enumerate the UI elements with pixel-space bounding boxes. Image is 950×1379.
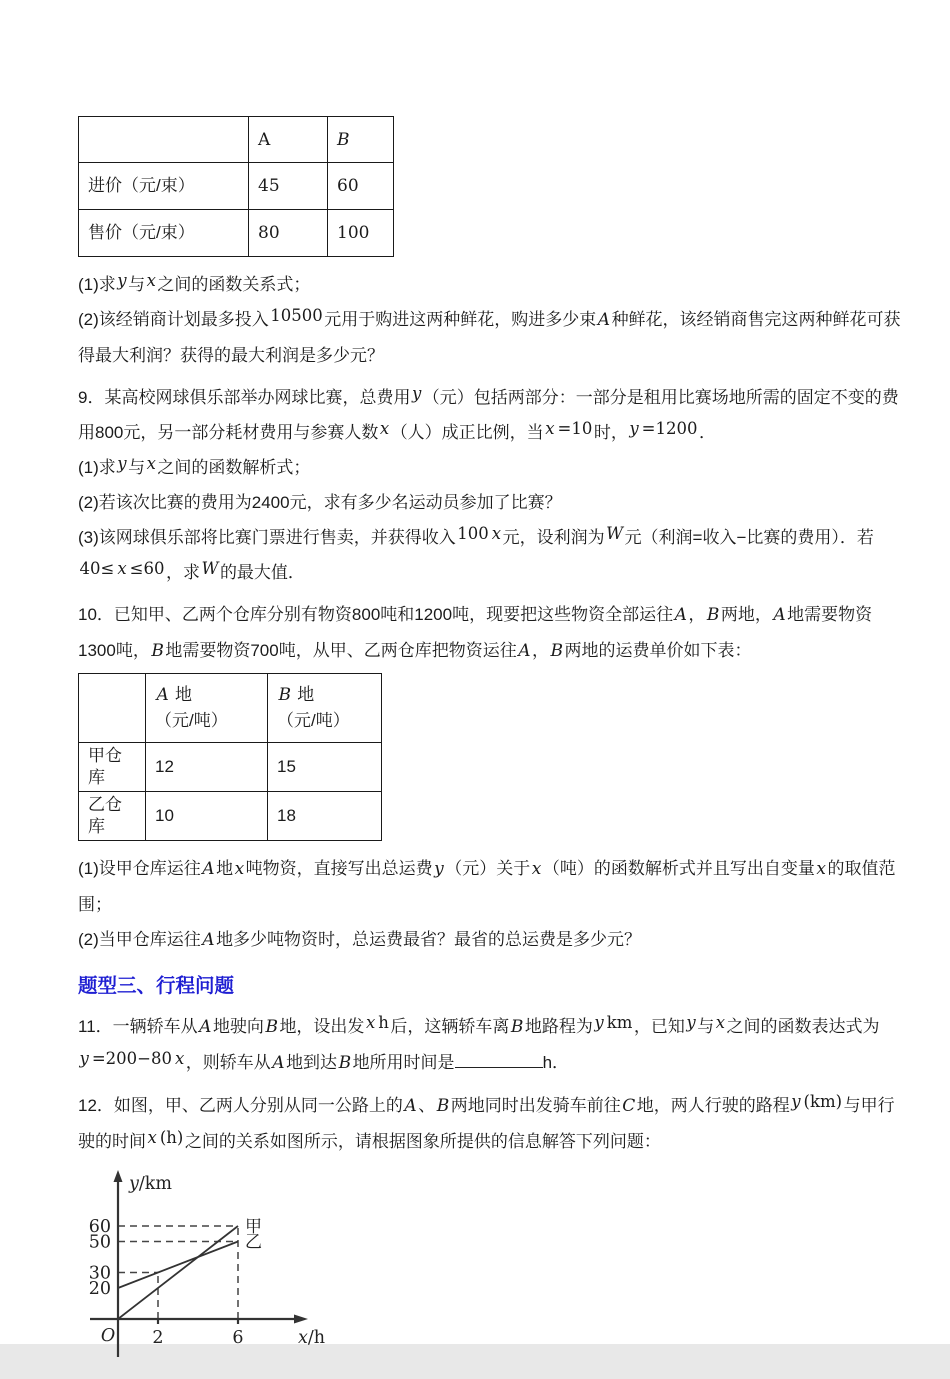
x-axis-arrow	[294, 1315, 308, 1324]
problem-10-statement: 10．已知甲、乙两个仓库分别有物资800吨和1200吨，现要把这些物资全部运往A，B两地，A地需要物资1300吨，B地需要物资700吨，从甲、乙两仓库把物资运往A，B两地的运费单价如下表：	[78, 605, 873, 661]
warehouse-freight-table	[78, 673, 382, 841]
row-label: 进价（元/束）	[79, 163, 249, 210]
series-line-乙	[118, 1242, 238, 1289]
y-tick-label: 20	[88, 1279, 111, 1299]
col-header-b-site	[268, 674, 382, 743]
price-cell: 100	[328, 210, 394, 257]
freight-cell: 12	[146, 743, 268, 792]
freight-cell: 18	[268, 792, 382, 841]
flower-question-2: (2)该经销商计划最多投入10500元用于购进这两种鲜花，购进多少束A种鲜花，该经销商售完这两种鲜花可获得最大利润？获得的最大利润是多少元？	[78, 306, 901, 365]
corner-cell	[79, 117, 249, 163]
y-tick-label: 50	[88, 1232, 111, 1253]
origin-label: O	[100, 1326, 116, 1346]
problem-10-question-1: (1)设甲仓库运往A地x吨物资，直接写出总运费y（元）关于x（吨）的函数解析式并且写出自变量x的取值范围；	[78, 859, 896, 914]
problem-9-question-2: (2)若该次比赛的费用为2400元，求有多少名运动员参加了比赛？	[78, 493, 562, 512]
price-cell: 45	[249, 163, 328, 210]
corner-cell	[79, 674, 146, 743]
y-tick-label: 60	[88, 1217, 111, 1237]
price-cell: 80	[249, 210, 328, 257]
flower-question-1: (1)求y与x之间的函数关系式；	[78, 271, 311, 294]
problem-9-question-3: (3)该网球俱乐部将比赛门票进行售卖，并获得收入100 x元，设利润为W元（利润=收入−比赛的费用）．若40≤ x ≤60，求W的最大值．	[78, 524, 874, 582]
table-row	[79, 210, 394, 257]
problem-9-question-1: (1)求y与x之间的函数解析式；	[78, 454, 311, 477]
price-cell: 60	[328, 163, 394, 210]
col-header-a-line1: A 地	[156, 685, 193, 705]
row-label: 甲仓库	[79, 743, 146, 792]
travel-graph	[78, 1167, 343, 1367]
table-row	[79, 163, 394, 210]
freight-cell: 10	[146, 792, 268, 841]
col-header-a: A	[249, 117, 328, 163]
problem-11-statement: 11．一辆轿车从A地驶向B地，设出发x h后，这辆轿车离B地路程为y km，已知y与x之间的函数表达式为y =200−80 x，则轿车从A地到达B地所用时间是 h．	[78, 1013, 880, 1073]
x-axis-label: x/h	[298, 1328, 326, 1348]
col-header-a-site	[146, 674, 268, 743]
table-header-row	[79, 674, 382, 743]
col-header-b-line2: （元/吨）	[277, 711, 350, 730]
table-row	[79, 743, 382, 792]
problem-12-statement: 12．如图，甲、乙两人分别从同一公路上的A、B两地同时出发骑车前往C地，两人行驶的路程y (km)与甲行驶的时间x (h)之间的关系如图所示，请根据图象所提供的信息解答下列问题：	[78, 1092, 895, 1151]
series-label-乙: 乙	[245, 1232, 262, 1252]
col-header-a-line2: （元/吨）	[155, 711, 228, 730]
section-heading-travel: 题型三、行程问题	[78, 975, 235, 997]
row-label: 乙仓库	[79, 792, 146, 841]
series-label-甲: 甲	[245, 1217, 262, 1236]
row-label: 售价（元/束）	[79, 210, 249, 257]
y-tick-label: 30	[88, 1263, 111, 1284]
flower-price-table	[78, 116, 394, 257]
table-row	[79, 792, 382, 841]
table-header-row	[79, 117, 394, 163]
col-header-b: B	[328, 117, 394, 163]
freight-cell: 15	[268, 743, 382, 792]
y-axis-label: y/km	[129, 1174, 172, 1194]
travel-graph-container	[78, 1167, 906, 1379]
problem-9-statement: 9．某高校网球俱乐部举办网球比赛，总费用y（元）包括两部分：一部分是租用比赛场地所需的固定不变的费用800元，另一部分耗材费用与参赛人数x（人）成正比例，当x =10时，y =1200．	[78, 384, 899, 442]
problem-10-question-2: (2)当甲仓库运往A地多少吨物资时，总运费最省？最省的总运费是多少元？	[78, 930, 642, 950]
col-header-b-line1: B 地	[278, 685, 315, 705]
y-axis-arrow	[114, 1170, 123, 1182]
x-tick-label: 6	[232, 1328, 244, 1348]
x-tick-label: 2	[152, 1328, 164, 1348]
